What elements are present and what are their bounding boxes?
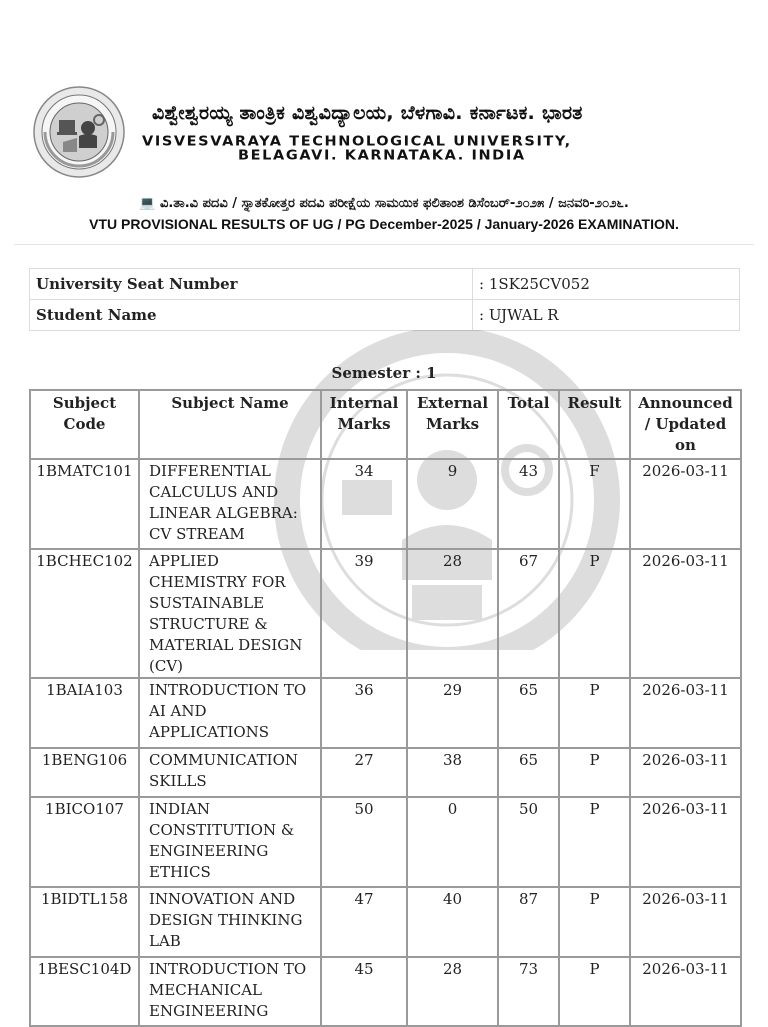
student-name-value: : UJWAL R — [473, 300, 740, 331]
semester-label: Semester : 1 — [331, 364, 437, 382]
announced-date: 2026-03-11 — [630, 549, 741, 678]
table-row — [30, 748, 741, 797]
col-subject-name: Subject Name — [139, 390, 321, 459]
announced-date: 2026-03-11 — [630, 459, 741, 549]
total-marks: 67 — [498, 549, 559, 678]
external-marks: 29 — [407, 678, 498, 748]
result: P — [559, 678, 630, 748]
university-location: BELAGAVI. KARNATAKA. INDIA — [238, 148, 526, 164]
total-marks: 87 — [498, 887, 559, 957]
col-subject-code: Subject Code — [30, 390, 139, 459]
university-name-kannada: ವಿಶ್ವೇಶ್ವರಯ್ಯ ತಾಂತ್ರಿಕ ವಿಶ್ವವಿದ್ಯಾಲಯ, ಬೆಳಗಾವಿ. ಕರ್ನಾಟಕ. ಭಾರತ — [152, 102, 583, 124]
subject-name: DIFFERENTIAL CALCULUS AND LINEAR ALGEBRA: CV STREAM — [139, 459, 321, 549]
result: P — [559, 797, 630, 887]
exam-subtitle-kannada: 💻 ವಿ.ತಾ.ವಿ ಪದವಿ / ಸ್ನಾತಕೋತ್ತರ ಪದವಿ ಪರೀಕ್ಷೆಯ ಸಾಮಯಿಕ ಫಲಿತಾಂಶ ಡಿಸೆಂಬರ್-೨೦೨೫ / ಜನವರಿ-೨೦೨೬. — [139, 196, 629, 211]
col-internal-marks: Internal Marks — [321, 390, 407, 459]
subject-code: 1BENG106 — [30, 748, 139, 797]
announced-date: 2026-03-11 — [630, 957, 741, 1026]
results-table — [29, 389, 742, 1027]
col-external-marks: External Marks — [407, 390, 498, 459]
subject-name: INDIAN CONSTITUTION & ENGINEERING ETHICS — [139, 797, 321, 887]
col-result: Result — [559, 390, 630, 459]
internal-marks: 34 — [321, 459, 407, 549]
university-header — [0, 80, 768, 190]
student-info-table — [29, 268, 740, 331]
internal-marks: 36 — [321, 678, 407, 748]
total-marks: 65 — [498, 678, 559, 748]
table-row — [30, 887, 741, 957]
subject-name: COMMUNICATION SKILLS — [139, 748, 321, 797]
total-marks: 43 — [498, 459, 559, 549]
usn-label: University Seat Number — [30, 269, 473, 300]
subject-name: INNOVATION AND DESIGN THINKING LAB — [139, 887, 321, 957]
table-row — [30, 549, 741, 678]
internal-marks: 39 — [321, 549, 407, 678]
subject-name: INTRODUCTION TO AI AND APPLICATIONS — [139, 678, 321, 748]
result: P — [559, 887, 630, 957]
usn-value: : 1SK25CV052 — [473, 269, 740, 300]
result: P — [559, 957, 630, 1026]
results-header-row — [30, 390, 741, 459]
table-row — [30, 678, 741, 748]
total-marks: 73 — [498, 957, 559, 1026]
header-divider — [14, 244, 754, 245]
external-marks: 38 — [407, 748, 498, 797]
subject-code: 1BIDTL158 — [30, 887, 139, 957]
external-marks: 0 — [407, 797, 498, 887]
subject-code: 1BMATC101 — [30, 459, 139, 549]
internal-marks: 45 — [321, 957, 407, 1026]
subject-code: 1BICO107 — [30, 797, 139, 887]
external-marks: 9 — [407, 459, 498, 549]
result: F — [559, 459, 630, 549]
col-total: Total — [498, 390, 559, 459]
exam-subtitle-english: VTU PROVISIONAL RESULTS OF UG / PG December-2025 / January-2026 EXAMINATION. — [89, 216, 679, 232]
subject-code: 1BCHEC102 — [30, 549, 139, 678]
internal-marks: 50 — [321, 797, 407, 887]
announced-date: 2026-03-11 — [630, 748, 741, 797]
table-row — [30, 459, 741, 549]
announced-date: 2026-03-11 — [630, 678, 741, 748]
external-marks: 28 — [407, 957, 498, 1026]
subject-code: 1BESC104D — [30, 957, 139, 1026]
announced-date: 2026-03-11 — [630, 797, 741, 887]
student-name-label: Student Name — [30, 300, 473, 331]
subject-name: INTRODUCTION TO MECHANICAL ENGINEERING — [139, 957, 321, 1026]
table-row — [30, 797, 741, 887]
col-announced-date: Announced / Updated on — [630, 390, 741, 459]
external-marks: 40 — [407, 887, 498, 957]
total-marks: 65 — [498, 748, 559, 797]
subject-code: 1BAIA103 — [30, 678, 139, 748]
subject-name: APPLIED CHEMISTRY FOR SUSTAINABLE STRUCTURE & MATERIAL DESIGN (CV) — [139, 549, 321, 678]
internal-marks: 27 — [321, 748, 407, 797]
internal-marks: 47 — [321, 887, 407, 957]
university-name-english: VISVESVARAYA TECHNOLOGICAL UNIVERSITY, — [142, 134, 572, 150]
external-marks: 28 — [407, 549, 498, 678]
monitor-icon: 💻 — [139, 196, 160, 211]
announced-date: 2026-03-11 — [630, 887, 741, 957]
table-row — [30, 957, 741, 1026]
student-name-row — [30, 300, 740, 331]
vtu-seal-logo — [33, 86, 125, 178]
usn-row — [30, 269, 740, 300]
result: P — [559, 549, 630, 678]
total-marks: 50 — [498, 797, 559, 887]
result: P — [559, 748, 630, 797]
